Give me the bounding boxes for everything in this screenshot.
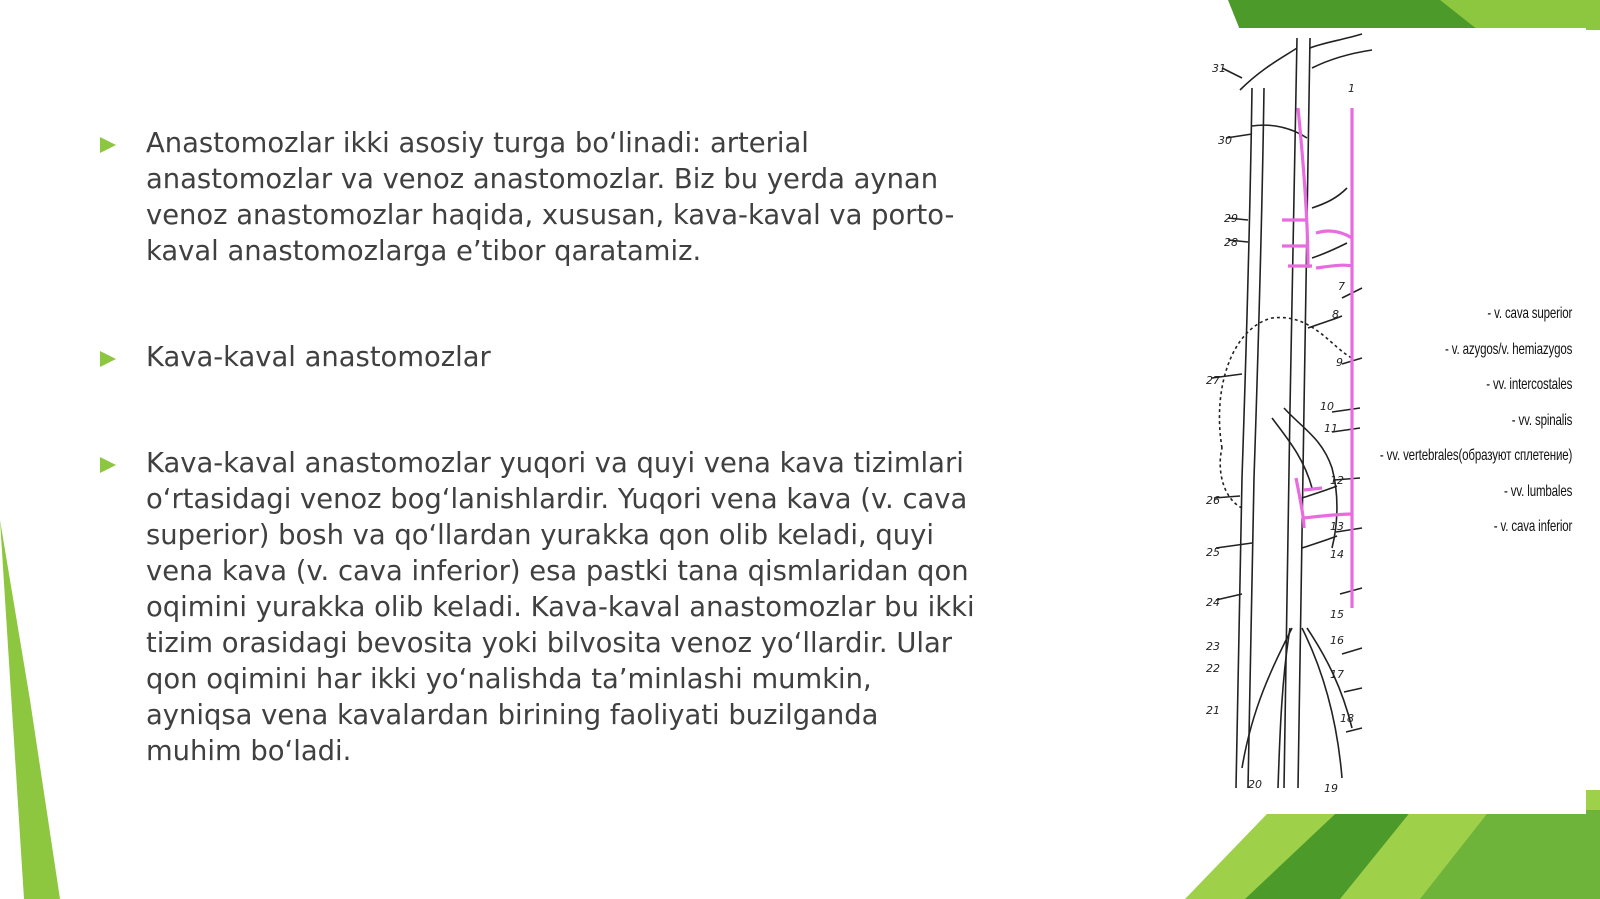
- bullet-text-2: Kava-kaval anastomozlar: [146, 342, 491, 373]
- svg-text:11: 11: [1324, 422, 1338, 435]
- svg-text:16: 16: [1330, 634, 1344, 647]
- svg-text:8: 8: [1332, 308, 1339, 321]
- svg-text:19: 19: [1324, 782, 1338, 795]
- figure-legend: [1305, 296, 1572, 545]
- svg-text:22: 22: [1206, 662, 1220, 675]
- legend-item-azygos: - v. azygos/v. hemiazygos: [1380, 332, 1572, 368]
- svg-text:13: 13: [1330, 520, 1344, 533]
- svg-text:21: 21: [1206, 704, 1220, 717]
- svg-text:20: 20: [1248, 778, 1262, 791]
- legend-item-v-cava-superior: - v. cava superior: [1380, 296, 1572, 332]
- legend-item-intercostales: - vv. intercostales: [1380, 367, 1572, 403]
- svg-text:9: 9: [1336, 356, 1343, 369]
- legend-item-lumbales: - vv. lumbales: [1380, 474, 1572, 510]
- svg-text:31: 31: [1212, 62, 1226, 75]
- svg-text:24: 24: [1206, 596, 1220, 609]
- svg-text:12: 12: [1330, 474, 1344, 487]
- svg-text:7: 7: [1338, 280, 1345, 293]
- bullet-text-1: Anastomozlar ikki asosiy turga bo‘linadi: arterial anastomozlar va venoz anastomozlar. Biz bu yerda aynan venoz anastomozlar haqida, xususan, kava-kaval va porto-kaval anastomozlarga e’tibor qaratamiz.: [146, 128, 955, 267]
- svg-text:27: 27: [1206, 374, 1220, 387]
- svg-text:17: 17: [1330, 668, 1344, 681]
- legend-item-v-cava-inferior: - v. cava inferior: [1380, 509, 1572, 545]
- svg-text:18: 18: [1340, 712, 1354, 725]
- triangle-bullet-icon: [100, 137, 116, 153]
- svg-text:30: 30: [1218, 134, 1232, 147]
- bullet-item-2: [100, 340, 980, 376]
- svg-text:14: 14: [1330, 548, 1344, 561]
- triangle-bullet-icon: [100, 351, 116, 367]
- bullet-text-3: Kava-kaval anastomozlar yuqori va quyi vena kava tizimlari o‘rtasidagi venoz bog‘lanishlardir. Yuqori vena kava (v. cava superior) bosh va qo‘llardan yurakka qon olib keladi, quyi vena kava (v. cava inferior) esa pastki tana qismlaridan qon oqimini yurakka olib keladi. Kava-kaval anastomozlar bu ikki tizim orasidagi bevosita yoki bilvosita venoz yo‘llardir. Ular qon oqimini har ikki yo‘nalishda ta’minlashi mumkin, ayniqsa vena kavalardan birining faoliyati buzilganda muhim bo‘ladi.: [146, 448, 975, 767]
- bullet-item-3: [100, 446, 980, 770]
- bullet-item-1: [100, 126, 980, 270]
- legend-item-spinalis: - vv. spinalis: [1380, 403, 1572, 439]
- svg-text:15: 15: [1330, 608, 1344, 621]
- left-green-shape: [0, 520, 60, 899]
- bullet-list: [100, 126, 980, 770]
- anatomy-figure: [1206, 28, 1586, 814]
- triangle-bullet-icon: [100, 457, 116, 473]
- svg-text:23: 23: [1206, 640, 1220, 653]
- svg-text:29: 29: [1224, 212, 1238, 225]
- svg-text:10: 10: [1320, 400, 1334, 413]
- legend-item-vertebrales: - vv. vertebrales(образуют сплетение): [1380, 438, 1572, 474]
- svg-text:26: 26: [1206, 494, 1220, 507]
- svg-text:28: 28: [1224, 236, 1238, 249]
- svg-text:25: 25: [1206, 546, 1220, 559]
- svg-text:1: 1: [1348, 82, 1355, 95]
